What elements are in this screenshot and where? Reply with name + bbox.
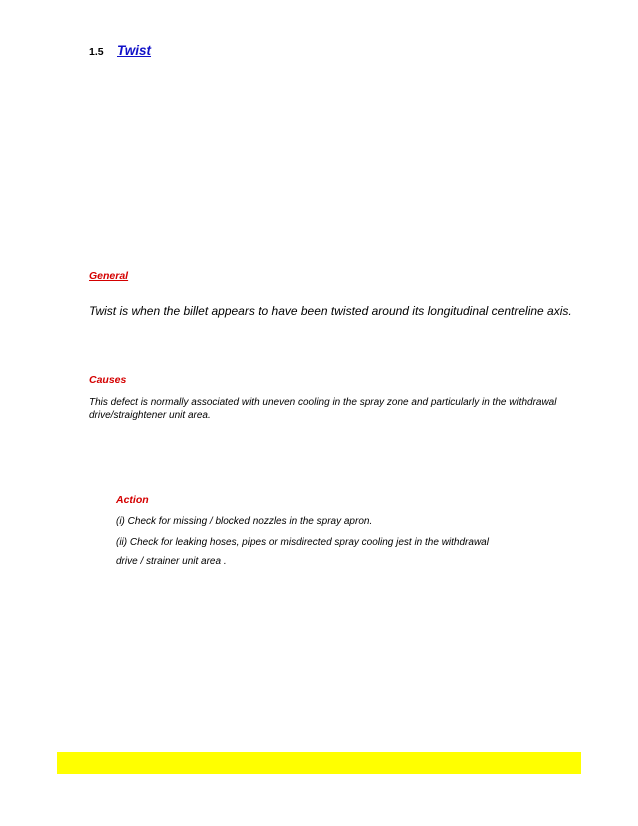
section-number: 1.5: [89, 46, 104, 58]
causes-paragraph: This defect is normally associated with uneven cooling in the spray zone and particularly in the withdrawal drive/straightener unit area.: [89, 397, 557, 421]
action-item: (ii) Check for leaking hoses, pipes or misdirected spray cooling jest in the withdrawal: [116, 537, 489, 548]
action-item: (i) Check for missing / blocked nozzles in the spray apron.: [116, 516, 373, 527]
general-heading: General: [89, 270, 129, 282]
footer-highlight-bar: [57, 752, 581, 774]
general-paragraph: Twist is when the billet appears to have been twisted around its longitudinal centreline axis.: [89, 304, 572, 318]
causes-heading: Causes: [89, 374, 127, 386]
section-title-link[interactable]: Twist: [117, 43, 152, 58]
action-item-continuation: drive / strainer unit area .: [116, 556, 227, 567]
action-heading: Action: [116, 494, 149, 506]
